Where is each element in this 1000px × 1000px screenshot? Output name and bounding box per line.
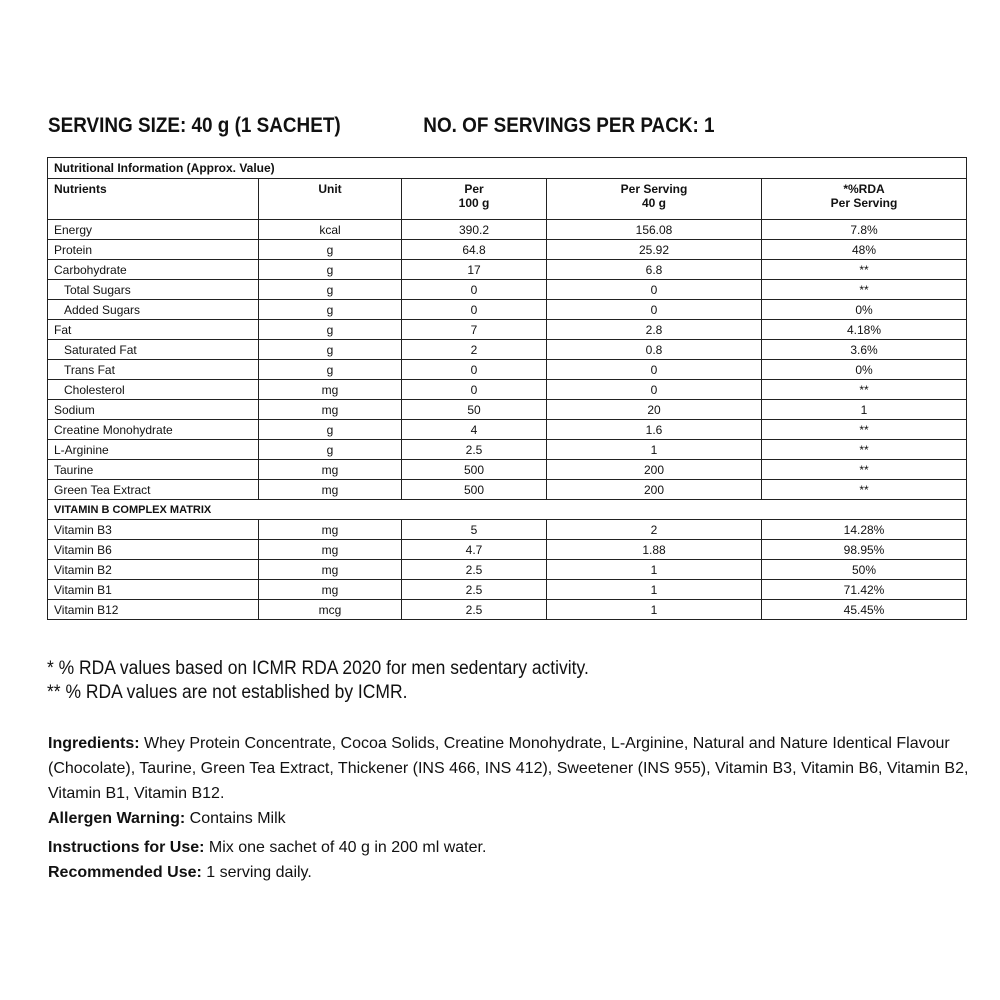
per-serving-cell: 1 (547, 580, 762, 600)
table-row (48, 480, 967, 500)
unit-cell: g (259, 340, 402, 360)
unit-cell: g (259, 420, 402, 440)
rda-cell: ** (762, 380, 967, 400)
per100-cell: 0 (402, 300, 547, 320)
nutrient-name: Saturated Fat (48, 340, 259, 360)
table-row (48, 300, 967, 320)
per-serving-cell: 0 (547, 300, 762, 320)
rda-cell: ** (762, 480, 967, 500)
rda-cell: 0% (762, 360, 967, 380)
footnote-1: * % RDA values based on ICMR RDA 2020 for men sedentary activity. (47, 658, 589, 679)
table-row (48, 220, 967, 240)
table-row (48, 360, 967, 380)
per-serving-cell: 200 (547, 480, 762, 500)
serving-header (48, 114, 869, 138)
nutrient-name: Vitamin B2 (48, 560, 259, 580)
per100-cell: 500 (402, 480, 547, 500)
product-info (48, 731, 988, 885)
per100-cell: 7 (402, 320, 547, 340)
per100-cell: 2.5 (402, 580, 547, 600)
section-title: VITAMIN B COMPLEX MATRIX (48, 500, 967, 520)
nutrient-name: Creatine Monohydrate (48, 420, 259, 440)
table-row (48, 280, 967, 300)
nutrient-name: Vitamin B1 (48, 580, 259, 600)
table-row (48, 580, 967, 600)
unit-cell: mg (259, 520, 402, 540)
table-row (48, 260, 967, 280)
per100-cell: 4.7 (402, 540, 547, 560)
table-row (48, 560, 967, 580)
per100-cell: 2.5 (402, 560, 547, 580)
per100-cell: 0 (402, 280, 547, 300)
per-serving-cell: 2 (547, 520, 762, 540)
nutrient-name: Cholesterol (48, 380, 259, 400)
nutrition-table (47, 157, 967, 620)
per100-cell: 17 (402, 260, 547, 280)
nutrient-name: Energy (48, 220, 259, 240)
rda-cell: 1 (762, 400, 967, 420)
per100-cell: 2 (402, 340, 547, 360)
nutrient-name: Green Tea Extract (48, 480, 259, 500)
recommended-text: 1 serving daily. (201, 864, 312, 881)
table-row (48, 380, 967, 400)
nutrient-name: L-Arginine (48, 440, 259, 460)
ingredients (48, 731, 978, 806)
table-row (48, 340, 967, 360)
rda-cell: 3.6% (762, 340, 967, 360)
rda-cell: 4.18% (762, 320, 967, 340)
col-header-rda: *%RDA Per Serving (762, 179, 967, 220)
rda-cell: 45.45% (762, 600, 967, 620)
unit-cell: mg (259, 400, 402, 420)
nutrient-name: Added Sugars (48, 300, 259, 320)
table-row (48, 420, 967, 440)
per-serving-cell: 200 (547, 460, 762, 480)
per-serving-cell: 1 (547, 560, 762, 580)
nutrient-name: Sodium (48, 400, 259, 420)
table-row (48, 460, 967, 480)
footnote-2: ** % RDA values are not established by ICMR. (47, 682, 408, 703)
nutrient-name: Protein (48, 240, 259, 260)
ingredients-text: Whey Protein Concentrate, Cocoa Solids, Creatine Monohydrate, L-Arginine, Natural and Nature Identical Flavour (Chocolate), Taurine, Green Tea Extract, Thickener (INS 466, INS 412), Sweetener (INS 955), Vitamin B3, Vitamin B6, Vitamin B2, Vitamin B1, Vitamin B12. (48, 735, 969, 802)
rda-cell: 7.8% (762, 220, 967, 240)
per100-cell: 2.5 (402, 440, 547, 460)
unit-cell: g (259, 300, 402, 320)
table-row (48, 540, 967, 560)
per100-cell: 2.5 (402, 600, 547, 620)
unit-cell: kcal (259, 220, 402, 240)
table-row (48, 320, 967, 340)
per-serving-cell: 20 (547, 400, 762, 420)
nutrient-name: Trans Fat (48, 360, 259, 380)
per-serving-cell: 1 (547, 600, 762, 620)
rda-cell: 71.42% (762, 580, 967, 600)
rda-cell: 48% (762, 240, 967, 260)
per-serving-cell: 0 (547, 280, 762, 300)
nutrient-name: Fat (48, 320, 259, 340)
nutrient-name: Vitamin B3 (48, 520, 259, 540)
table-row (48, 600, 967, 620)
col-header-nutrients: Nutrients (48, 179, 259, 220)
table-row (48, 400, 967, 420)
per-serving-cell: 156.08 (547, 220, 762, 240)
per-serving-cell: 25.92 (547, 240, 762, 260)
allergen-label: Allergen Warning: (48, 810, 186, 827)
nutrient-name: Total Sugars (48, 280, 259, 300)
servings-per-pack: NO. OF SERVINGS PER PACK: 1 (423, 114, 715, 137)
instructions (48, 835, 988, 860)
nutrient-name: Carbohydrate (48, 260, 259, 280)
col-header-per-serving: Per Serving 40 g (547, 179, 762, 220)
instructions-label: Instructions for Use: (48, 839, 205, 856)
rda-cell: 98.95% (762, 540, 967, 560)
allergen-warning (48, 806, 988, 831)
per-serving-cell: 6.8 (547, 260, 762, 280)
col-header-per100: Per 100 g (402, 179, 547, 220)
per100-cell: 390.2 (402, 220, 547, 240)
recommended-label: Recommended Use: (48, 864, 202, 881)
rda-cell: 50% (762, 560, 967, 580)
rda-cell: ** (762, 260, 967, 280)
per-serving-cell: 0.8 (547, 340, 762, 360)
serving-size: SERVING SIZE: 40 g (1 SACHET) (48, 114, 341, 137)
per100-cell: 4 (402, 420, 547, 440)
allergen-text: Contains Milk (185, 810, 286, 827)
table-row (48, 520, 967, 540)
nutrient-name: Vitamin B12 (48, 600, 259, 620)
unit-cell: g (259, 440, 402, 460)
per-serving-cell: 0 (547, 380, 762, 400)
table-row (48, 240, 967, 260)
rda-cell: ** (762, 280, 967, 300)
per-serving-cell: 1 (547, 440, 762, 460)
per100-cell: 50 (402, 400, 547, 420)
table-title: Nutritional Information (Approx. Value) (48, 158, 967, 179)
unit-cell: g (259, 320, 402, 340)
footnotes (47, 657, 589, 705)
unit-cell: mg (259, 480, 402, 500)
unit-cell: g (259, 240, 402, 260)
unit-cell: mg (259, 380, 402, 400)
unit-cell: g (259, 280, 402, 300)
instructions-text: Mix one sachet of 40 g in 200 ml water. (204, 839, 487, 856)
per100-cell: 0 (402, 360, 547, 380)
nutrition-table-container (47, 157, 966, 620)
col-header-unit: Unit (259, 179, 402, 220)
table-row (48, 440, 967, 460)
rda-cell: 14.28% (762, 520, 967, 540)
nutrient-name: Taurine (48, 460, 259, 480)
unit-cell: mg (259, 540, 402, 560)
unit-cell: mg (259, 460, 402, 480)
rda-cell: ** (762, 460, 967, 480)
per-serving-cell: 1.6 (547, 420, 762, 440)
ingredients-label: Ingredients: (48, 735, 140, 752)
per-serving-cell: 1.88 (547, 540, 762, 560)
recommended-use (48, 860, 988, 885)
unit-cell: mcg (259, 600, 402, 620)
unit-cell: g (259, 360, 402, 380)
nutrient-name: Vitamin B6 (48, 540, 259, 560)
per-serving-cell: 0 (547, 360, 762, 380)
unit-cell: g (259, 260, 402, 280)
rda-cell: ** (762, 420, 967, 440)
per100-cell: 5 (402, 520, 547, 540)
rda-cell: 0% (762, 300, 967, 320)
unit-cell: mg (259, 560, 402, 580)
per100-cell: 64.8 (402, 240, 547, 260)
section-row (48, 500, 967, 520)
unit-cell: mg (259, 580, 402, 600)
per100-cell: 500 (402, 460, 547, 480)
per100-cell: 0 (402, 380, 547, 400)
rda-cell: ** (762, 440, 967, 460)
per-serving-cell: 2.8 (547, 320, 762, 340)
